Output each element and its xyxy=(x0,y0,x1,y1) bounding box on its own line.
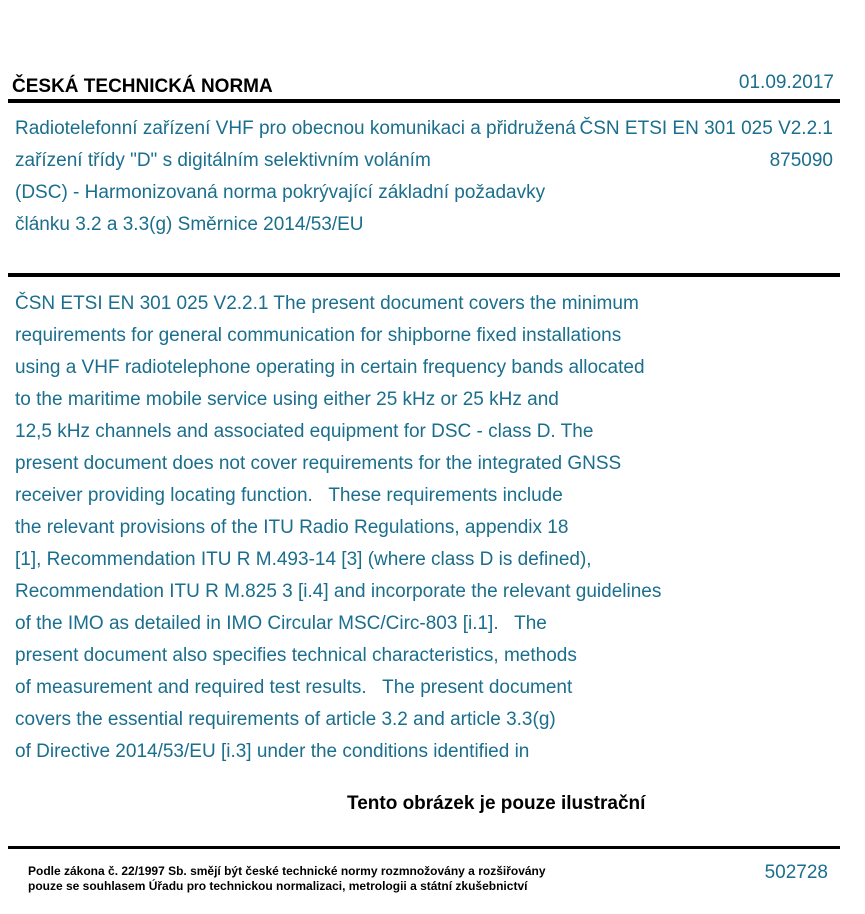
abstract-line: of Directive 2014/53/EU [i.3] under the conditions identified in xyxy=(15,741,530,762)
header-divider xyxy=(8,99,840,103)
abstract-line: 12,5 kHz channels and associated equipment for DSC - class D. The xyxy=(15,421,594,442)
abstract-line: present document does not cover requirements for the integrated GNSS xyxy=(15,453,622,474)
abstract-line: using a VHF radiotelephone operating in certain frequency bands allocated xyxy=(15,357,645,378)
abstract-line: ČSN ETSI EN 301 025 V2.2.1 The present document covers the minimum xyxy=(15,293,639,314)
abstract-line: the relevant provisions of the ITU Radio Regulations, appendix 18 xyxy=(15,517,569,538)
abstract-line: receiver providing locating function. These requirements include xyxy=(15,485,563,506)
document-title-line: zařízení třídy "D" s digitálním selektivním voláním xyxy=(15,150,431,171)
illustration-note: Tento obrázek je pouze ilustrační xyxy=(347,793,646,814)
abstract-line: requirements for general communication for shipborne fixed installations xyxy=(15,325,622,346)
footer-divider xyxy=(8,846,840,849)
abstract-line: [1], Recommendation ITU R M.493-14 [3] (where class D is defined), xyxy=(15,549,592,570)
abstract-line: to the maritime mobile service using either 25 kHz or 25 kHz and xyxy=(15,389,559,410)
legal-notice-line: pouze se souhlasem Úřadu pro technickou normalizaci, metrologii a státní zkušebnictví xyxy=(28,879,528,893)
document-title-line: článku 3.2 a 3.3(g) Směrnice 2014/53/EU xyxy=(15,214,364,235)
standard-number: ČSN ETSI EN 301 025 V2.2.1 xyxy=(579,118,833,139)
document-code: 502728 xyxy=(764,862,828,883)
legal-notice-line: Podle zákona č. 22/1997 Sb. smějí být české technické normy rozmnožovány a rozšiřovány xyxy=(28,864,546,878)
header-title: ČESKÁ TECHNICKÁ NORMA xyxy=(12,76,273,97)
abstract-line: Recommendation ITU R M.825 3 [i.4] and incorporate the relevant guidelines xyxy=(15,581,662,602)
abstract-line: covers the essential requirements of article 3.2 and article 3.3(g) xyxy=(15,709,556,730)
document-title-line: (DSC) - Harmonizovaná norma pokrývající základní požadavky xyxy=(15,182,546,203)
section-divider xyxy=(8,273,840,277)
document-title-line: Radiotelefonní zařízení VHF pro obecnou komunikaci a přidružená xyxy=(15,118,576,139)
publication-date: 01.09.2017 xyxy=(738,72,834,93)
catalog-number: 875090 xyxy=(769,150,833,171)
abstract-line: of the IMO as detailed in IMO Circular MSC/Circ-803 [i.1]. The xyxy=(15,613,547,634)
abstract-line: present document also specifies technical characteristics, methods xyxy=(15,645,577,666)
abstract-line: of measurement and required test results. The present document xyxy=(15,677,573,698)
